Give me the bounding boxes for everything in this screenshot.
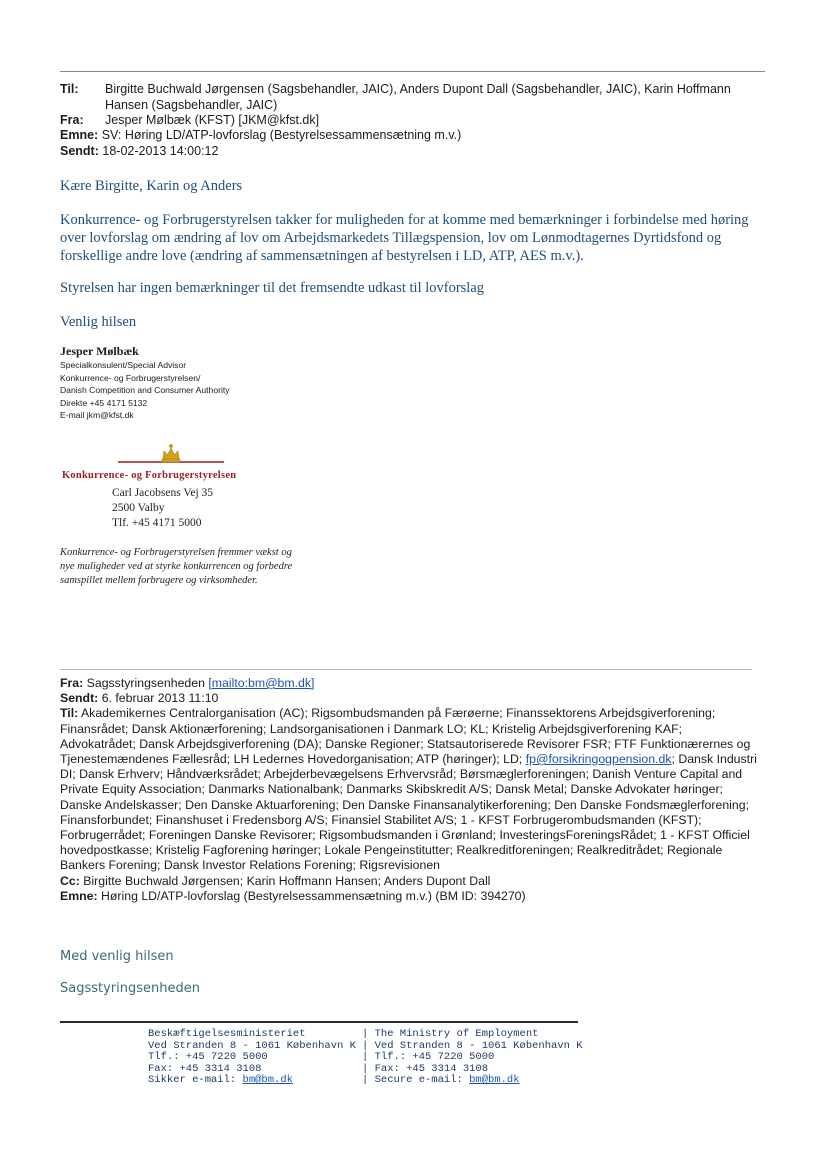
brand-slogan: Konkurrence- og Forbrugerstyrelsen fremmer vækst og nye muligheder ved at styrke konkurrencen og forbedre samspillet mellem forbrugere og virksomheder.: [60, 547, 293, 586]
brand-name: Konkurrence- og Forbrugerstyrelsen: [62, 470, 237, 481]
footer-rule: [60, 1021, 578, 1023]
from-value: Jesper Mølbæk (KFST) [JKM@kfst.dk]: [105, 113, 320, 127]
signature-org-en: Danish Competition and Consumer Authority: [60, 385, 230, 395]
footer-right-2: | Ved Stranden 8 - 1061 København K: [362, 1039, 583, 1052]
fwd-cc-value: Birgitte Buchwald Jørgensen; Karin Hoffmann Hansen; Anders Dupont Dall: [83, 873, 491, 888]
email2-header: [60, 676, 760, 904]
sent-label: Sendt:: [60, 144, 99, 158]
fwd-sent-label: Sendt:: [60, 691, 99, 706]
signature-details: [60, 359, 230, 422]
brand-address: [112, 486, 213, 531]
fwd-closing-2: Sagsstyringsenheden: [60, 981, 200, 996]
footer-left: [148, 1029, 356, 1087]
footer-left-3: Tlf.: +45 7220 5000: [148, 1051, 268, 1063]
salutation: Kære Birgitte, Karin og Anders: [60, 178, 243, 194]
footer-right-3: | Tlf.: +45 7220 5000: [362, 1051, 495, 1063]
subject-label: Emne:: [60, 128, 99, 142]
fwd-closing-1: Med venlig hilsen: [60, 949, 174, 964]
footer-left-5-label: Sikker e-mail:: [148, 1074, 243, 1086]
footer-right-4: | Fax: +45 3314 3108: [362, 1062, 489, 1075]
fwd-subject-label: Emne:: [60, 888, 98, 903]
signature-name: Jesper Mølbæk: [60, 344, 139, 358]
footer-left-1: Beskæftigelsesministeriet: [148, 1028, 306, 1040]
paragraph-2: Styrelsen har ingen bemærkninger til det fremsendte udkast til lovforslag: [60, 280, 485, 296]
footer-left-2: Ved Stranden 8 - 1061 København K: [148, 1039, 356, 1052]
fwd-to-link[interactable]: fp@forsikringogpension.dk: [525, 752, 672, 767]
address-line-1: Carl Jacobsens Vej 35: [112, 487, 214, 499]
footer-left-email-link[interactable]: bm@bm.dk: [242, 1074, 293, 1086]
subject-value: SV: Høring LD/ATP-lovforslag (Bestyrelsessammensætning m.v.): [101, 128, 462, 142]
signature-title: Specialkonsulent/Special Advisor: [60, 360, 187, 370]
forward-rule: [60, 669, 752, 670]
footer-right: [362, 1029, 583, 1087]
fwd-cc-label: Cc:: [60, 873, 80, 888]
fwd-subject-value: Høring LD/ATP-lovforslag (Bestyrelsessammensætning m.v.) (BM ID: 394270): [101, 888, 526, 903]
signature-org-da: Konkurrence- og Forbrugerstyrelsen/: [60, 372, 201, 383]
fwd-mailto-link[interactable]: [mailto:bm@bm.dk]: [208, 676, 315, 690]
address-line-2: 2500 Valby: [112, 502, 165, 514]
fwd-to-value-2: ; Dansk Industri DI; Dansk Erhverv; Håndværksrådet; Arbejderbevægelsens Erhvervsråd; Børsmæglerforeningen; Danish Venture Capital and Private Equity Association; Danmarks Nationalbank; Danmarks Skibskredit A/S; Dansk Metal; Danske Advokater høringer; Danske Andelskasser; Den Danske Aktuarforening; Den Danske Finansanalytikerforening; Den Danske Fondsmæglerforening; Finansforbundet; Finanshuset i Fredensborg A/S; Finansiel Stabilitet A/S; 1 - KFST Forbrugerombudsmanden (KFST); Forbrugerrådet; Foreningen Danske Revisorer; Rigsombudsmanden i Grønland; InvesteringsForeningsRådet; 1 - KFST Officiel hovedpostkasse; Kristelig Fagforening høringer; Lokale Pengeinstitutter; Realkreditforeningen; Realkreditrådet; Regionale Bankers Forening; Dansk Investor Relations Forening; Rigsrevisionen: [60, 752, 757, 873]
top-rule: [60, 71, 765, 72]
sent-value: 18-02-2013 14:00:12: [102, 144, 219, 158]
from-label: Fra:: [60, 113, 84, 127]
address-phone: Tlf. +45 4171 5000: [112, 517, 202, 529]
fwd-sent-value: 6. februar 2013 11:10: [101, 691, 219, 706]
to-label: Til:: [60, 82, 79, 96]
footer-left-4: Fax: +45 3314 3108: [148, 1062, 262, 1075]
signature-direct: Direkte +45 4171 5132: [60, 397, 148, 408]
fwd-from-value: Sagsstyringsenheden: [86, 676, 205, 690]
signature-email: E-mail jkm@kfst.dk: [60, 410, 134, 420]
fwd-from-label: Fra:: [60, 676, 84, 690]
footer-right-email-link[interactable]: bm@bm.dk: [469, 1074, 520, 1086]
footer-right-5-label: | Secure e-mail:: [362, 1074, 470, 1086]
to-value: Birgitte Buchwald Jørgensen (Sagsbehandler, JAIC), Anders Dupont Dall (Sagsbehandler, JAIC), Karin Hoffmann Hansen (Sagsbehandler, JAIC): [105, 82, 731, 112]
footer-right-1: | The Ministry of Employment: [362, 1028, 539, 1040]
closing: Venlig hilsen: [60, 314, 137, 330]
fwd-to-value-1: Akademikernes Centralorganisation (AC); Rigsombudsmanden på Færøerne; Finanssektorens Arbejdsgiverforening; Finansrådet; Dansk Aktionærforening; Landsorganisationen i Danmark LO; KL; Kristelig Arbejdsgiverforening KAF; Advokatrådet; Dansk Arbejdsgiverforening (DA); Danske Regioner; Statsautoriserede Revisorer FSR; FTF Funktionærernes og Tjenestemændenes Fællesråd; LH Ledernes Hovedorganisation; ATP (høringer); LD;: [60, 706, 751, 767]
crown-logo-icon: [118, 440, 224, 466]
paragraph-1: Konkurrence- og Forbrugerstyrelsen takker for muligheden for at komme med bemærkninger i forbindelse med høring over lovforslag om ændring af lov om Arbejdsmarkedets Tillægspension, lov om Lønmodtagernes Dyrtidsfond og forskellige andre love (ændring af sammensætningen af bestyrelsen i LD, ATP, AES m.v.).: [60, 212, 749, 264]
fwd-to-label: Til:: [60, 706, 79, 721]
